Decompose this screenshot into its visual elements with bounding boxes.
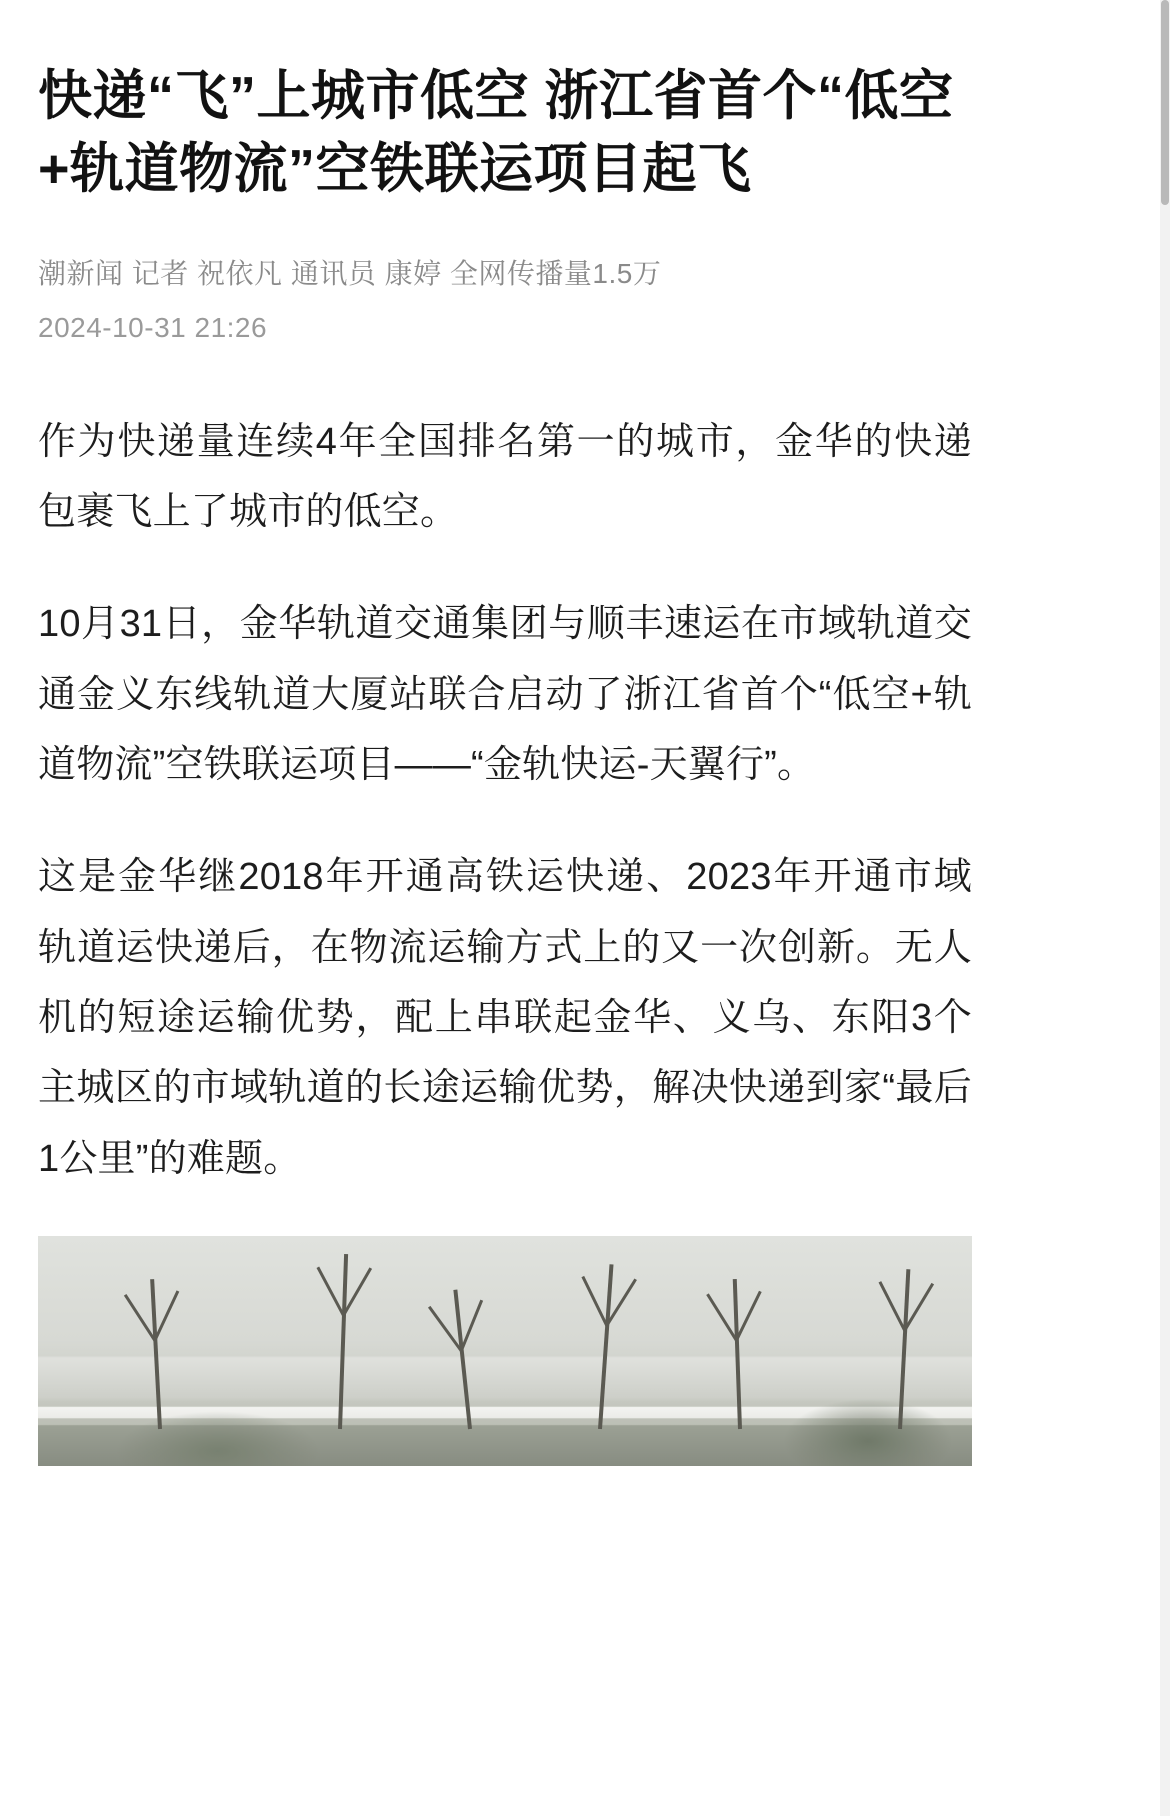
article-image [38, 1236, 972, 1466]
article-body [38, 407, 972, 1194]
timestamp: 2024-10-31 21:26 [38, 311, 268, 343]
scrollbar-thumb[interactable] [1161, 0, 1169, 205]
article-meta [38, 253, 972, 349]
article-container [0, 60, 1010, 1466]
tree-decoration [150, 1279, 162, 1429]
byline: 潮新闻 记者 祝依凡 通讯员 康婷 全网传播量1.5万 [38, 257, 662, 289]
page-title: 快递“飞”上城市低空 浙江省首个“低空+轨道物流”空铁联运项目起飞 [38, 66, 954, 200]
paragraph: 作为快递量连续4年全国排名第一的城市，金华的快递包裹飞上了城市的低空。 [38, 420, 972, 534]
paragraph: 这是金华继2018年开通高铁运快递、2023年开通市域轨道运快递后，在物流运输方式上的又一次创新。无人机的短途运输优势，配上串联起金华、义乌、东阳3个主城区的市域轨道的长途运输优势，解决快递到家“最后1公里”的难题。 [38, 856, 972, 1180]
tree-decoration [898, 1269, 910, 1429]
tree-decoration [338, 1254, 348, 1429]
tree-decoration [453, 1290, 472, 1430]
tree-decoration [598, 1264, 614, 1429]
top-spacer [0, 0, 1170, 30]
paragraph: 10月31日，金华轨道交通集团与顺丰速运在市域轨道交通金义东线轨道大厦站联合启动了浙江省首个“低空+轨道物流”空铁联运项目——“金轨快运-天翼行”。 [38, 603, 972, 787]
tree-decoration [733, 1279, 742, 1429]
article-image-content [38, 1236, 972, 1466]
page-scrollbar[interactable] [1160, 0, 1170, 1816]
